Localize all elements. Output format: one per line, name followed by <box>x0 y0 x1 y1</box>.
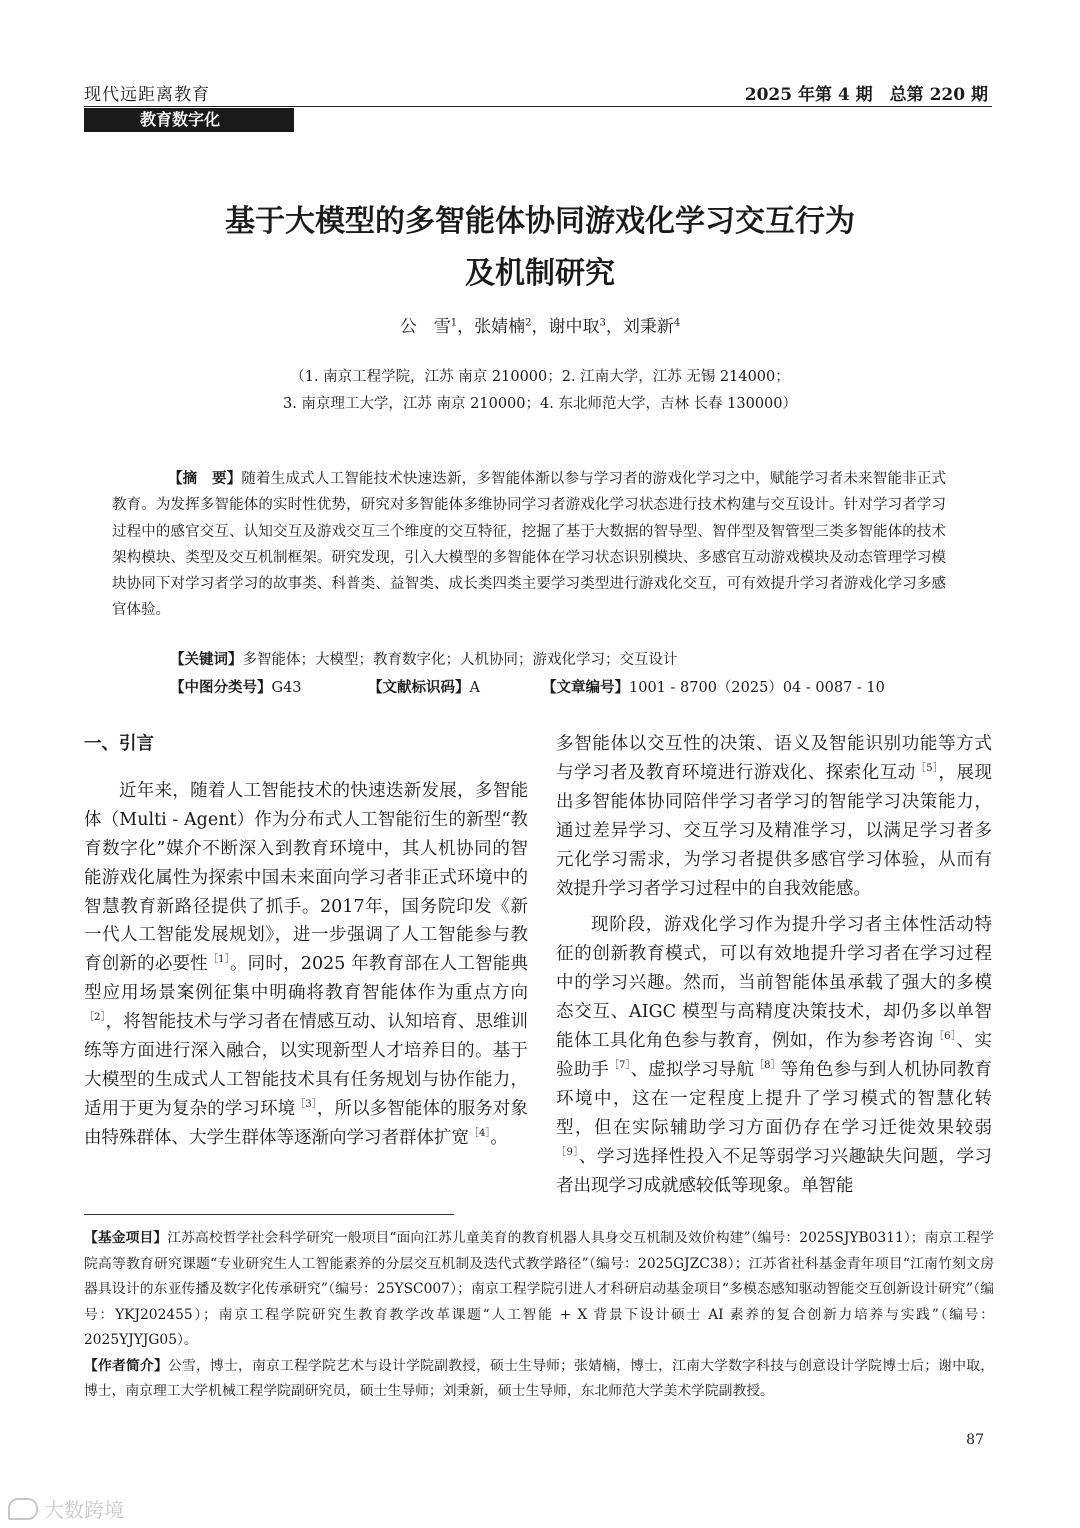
funding-label: 【基金项目】 <box>84 1230 168 1246</box>
author-affil-mark: 4 <box>673 317 681 329</box>
article-title <box>100 196 980 300</box>
journal-name: 现代远距离教育 <box>84 85 210 105</box>
affiliation-line: 3. 南京理工大学，江苏 南京 210000；4. 东北师范大学，吉林 长春 130000） <box>282 396 798 412</box>
clc-value: G43 <box>271 680 302 696</box>
author-bio-note <box>84 1354 994 1405</box>
author-affil-mark: 2 <box>525 317 532 329</box>
text-run: 、实验助手 <box>556 1031 993 1080</box>
article-number <box>542 676 885 697</box>
document-code <box>368 676 480 697</box>
body-paragraph <box>556 730 992 903</box>
citation-ref: ［1］ <box>207 954 230 966</box>
keywords <box>170 648 678 669</box>
author-list <box>0 312 1080 337</box>
section-tag: 教育数字化 <box>84 108 294 132</box>
keywords-text: 多智能体；大模型；教育数字化；人机协同；游戏化学习；交互设计 <box>242 652 678 668</box>
text-run: 近年来，随着人工智能技术的快速迭新发展，多智能体（Multi - Agent）作为分布式人工智能衍生的新型“教育数字化”媒介不断深入到教育环境中，其人机协同的智能游戏化属性为探索中国未来面向学习者非正式环境中的智慧教育新路径提供了抓手。2017年，国务院印发《新一代人工智能发展规划》，进一步强调了人工智能参与教育创新的必要性 <box>84 780 528 975</box>
citation-ref: ［6］ <box>933 1031 957 1043</box>
author-name: ，谢中取 <box>531 317 600 337</box>
title-line-2: 及机制研究 <box>465 256 615 291</box>
article-number-label: 【文章编号】 <box>542 680 629 696</box>
text-run: ，将智能技术与学习者在情感互动、认知培育、思维训练等方面进行深入融合，以实现新型人才培养目的。基于大模型的生成式人工智能技术具有任务规划与协作能力，适用于更为复杂的学习环境 <box>84 1012 528 1119</box>
abstract-label: 【摘 要】 <box>168 471 242 487</box>
text-run: 。同时，2025 年教育部在人工智能典型应用场景案例征集中明确将教育智能体作为重点方向 <box>84 954 528 1004</box>
chat-bubble-icon <box>8 1498 38 1520</box>
header-rule <box>84 106 992 107</box>
document-code-value: A <box>469 680 480 696</box>
text-run: 、学习选择性投入不足等弱学习兴趣缺失问题，学习者出现学习成就感较低等现象。单智能 <box>556 1146 992 1196</box>
text-run: 等角色参与到人机协同教育环境中，这在一定程度上提升了学习模式的智慧化转型，但在实际辅助学习方面仍存在学习迁徙效果较弱 <box>556 1059 993 1138</box>
citation-ref: ［3］ <box>295 1099 317 1111</box>
text-run: 现阶段，游戏化学习作为提升学习者主体性活动特征的创新教育模式，可以有效地提升学习者在学习过程中的学习兴趣。然而，当前智能体虽承载了强大的多模态交互、AIGC 模型与高精度决策技术，却仍多以单智能体工具化角色参与教育，例如，作为参考咨询 <box>556 915 992 1052</box>
text-run: 、虚拟学习导航 <box>630 1059 754 1080</box>
affiliation-line: （1. 南京工程学院，江苏 南京 210000；2. 江南大学，江苏 无锡 214000； <box>290 369 790 385</box>
issue-info: 2025 年第 4 期 总第 220 期 <box>744 85 988 105</box>
title-line-1: 基于大模型的多智能体协同游戏化学习交互行为 <box>225 204 855 239</box>
text-run: ，所以多智能体的服务对象由特殊群体、大学生群体等逐渐向学习者群体扩宽 <box>84 1098 529 1148</box>
watermark <box>8 1494 124 1523</box>
author-bio-label: 【作者简介】 <box>84 1357 169 1374</box>
text-run: ，展现出多智能体协同陪伴学习者学习的智能学习决策能力，通过差异学习、交互学习及精准学习，以满足学习者多元化学习需求，为学习者提供多感官学习体验，从而有效提升学习者学习过程中的自我效能感。 <box>556 762 993 899</box>
abstract <box>112 466 946 624</box>
text-run: 。 <box>490 1127 508 1148</box>
author-name: ，张婧楠 <box>457 317 526 337</box>
keywords-label: 【关键词】 <box>170 652 243 668</box>
body-column-left <box>84 730 528 1153</box>
abstract-text: 随着生成式人工智能技术快速迭新，多智能体渐以参与学习者的游戏化学习之中，赋能学习者未来智能非正式教育。为发挥多智能体的实时性优势，研究对多智能体多维协同学习者游戏化学习状态进行技术构建与交互设计。针对学习者学习过程中的感官交互、认知交互及游戏交互三个维度的交互特征，挖掘了基于大数据的智导型、智伴型及智管型三类多智能体的技术架构模块、类型及交互机制框架。研究发现，引入大模型的多智能体在学习状态识别模块、多感官互动游戏模块及动态管理学习模块协同下对学习者学习的故事类、科普类、益智类、成长类四类主要学习类型进行游戏化交互，可有效提升学习者游戏化学习多感官体验。 <box>112 471 947 619</box>
author-name: ，刘秉新 <box>605 317 674 337</box>
page-number: 87 <box>966 1432 984 1448</box>
citation-ref: ［4］ <box>469 1127 491 1139</box>
watermark-text: 大数跨境 <box>44 1498 124 1522</box>
body-paragraph <box>84 777 528 1153</box>
body-paragraph <box>556 911 992 1200</box>
footnotes <box>84 1226 994 1405</box>
citation-ref: ［9］ <box>556 1146 579 1158</box>
author-affil-mark: 3 <box>599 317 606 329</box>
citation-ref: ［2］ <box>84 1012 106 1024</box>
citation-ref: ［7］ <box>608 1060 631 1072</box>
article-number-value: 1001 - 8700（2025）04 - 0087 - 10 <box>629 680 885 696</box>
citation-ref: ［5］ <box>915 763 939 775</box>
funding-text: 江苏高校哲学社会科学研究一般项目“面向江苏儿童美育的教育机器人具身交互机制及效价构建”（编号：2025SJYB0311）；南京工程学院高等教育研究课题“专业研究生人工智能素养的分层交互机制及迭代式教学路径”（编号：2025GJZC38）；江苏省社科基金青年项目“江南竹刻文房器具设计的东亚传播及数字化传承研究”（编号：25YSC007）；南京工程学院引进人才科研启动基金项目“多模态感知驱动智能交互创新设计研究”（编号：YKJ202455）；南京工程学院研究生教育教学改革课题“人工智能 + X 背景下设计硕士 AI 素养的复合创新力培养与实践”（编号：2025YJYJG05）。 <box>84 1230 995 1348</box>
funding-note <box>84 1226 994 1354</box>
clc-number <box>170 676 302 697</box>
author-affil-mark: 1 <box>450 317 458 329</box>
author-name: 公 雪 <box>399 317 451 337</box>
citation-ref: ［8］ <box>753 1060 781 1072</box>
clc-label: 【中图分类号】 <box>170 680 272 696</box>
text-run: 多智能体以交互性的决策、语义及智能识别功能等方式与学习者及教育环境进行游戏化、探索化互动 <box>556 734 992 783</box>
affiliations <box>120 364 960 418</box>
footnote-rule <box>84 1214 454 1215</box>
document-code-label: 【文献标识码】 <box>368 680 470 696</box>
body-column-right <box>556 730 992 1201</box>
section-heading: 一、引言 <box>84 734 154 754</box>
author-bio-text: 公雪，博士，南京工程学院艺术与设计学院副教授，硕士生导师；张婧楠，博士，江南大学数字科技与创意设计学院博士后；谢中取，博士，南京理工大学机械工程学院副研究员，硕士生导师；刘秉新，硕士生导师，东北师范大学美术学院副教授。 <box>84 1357 995 1399</box>
